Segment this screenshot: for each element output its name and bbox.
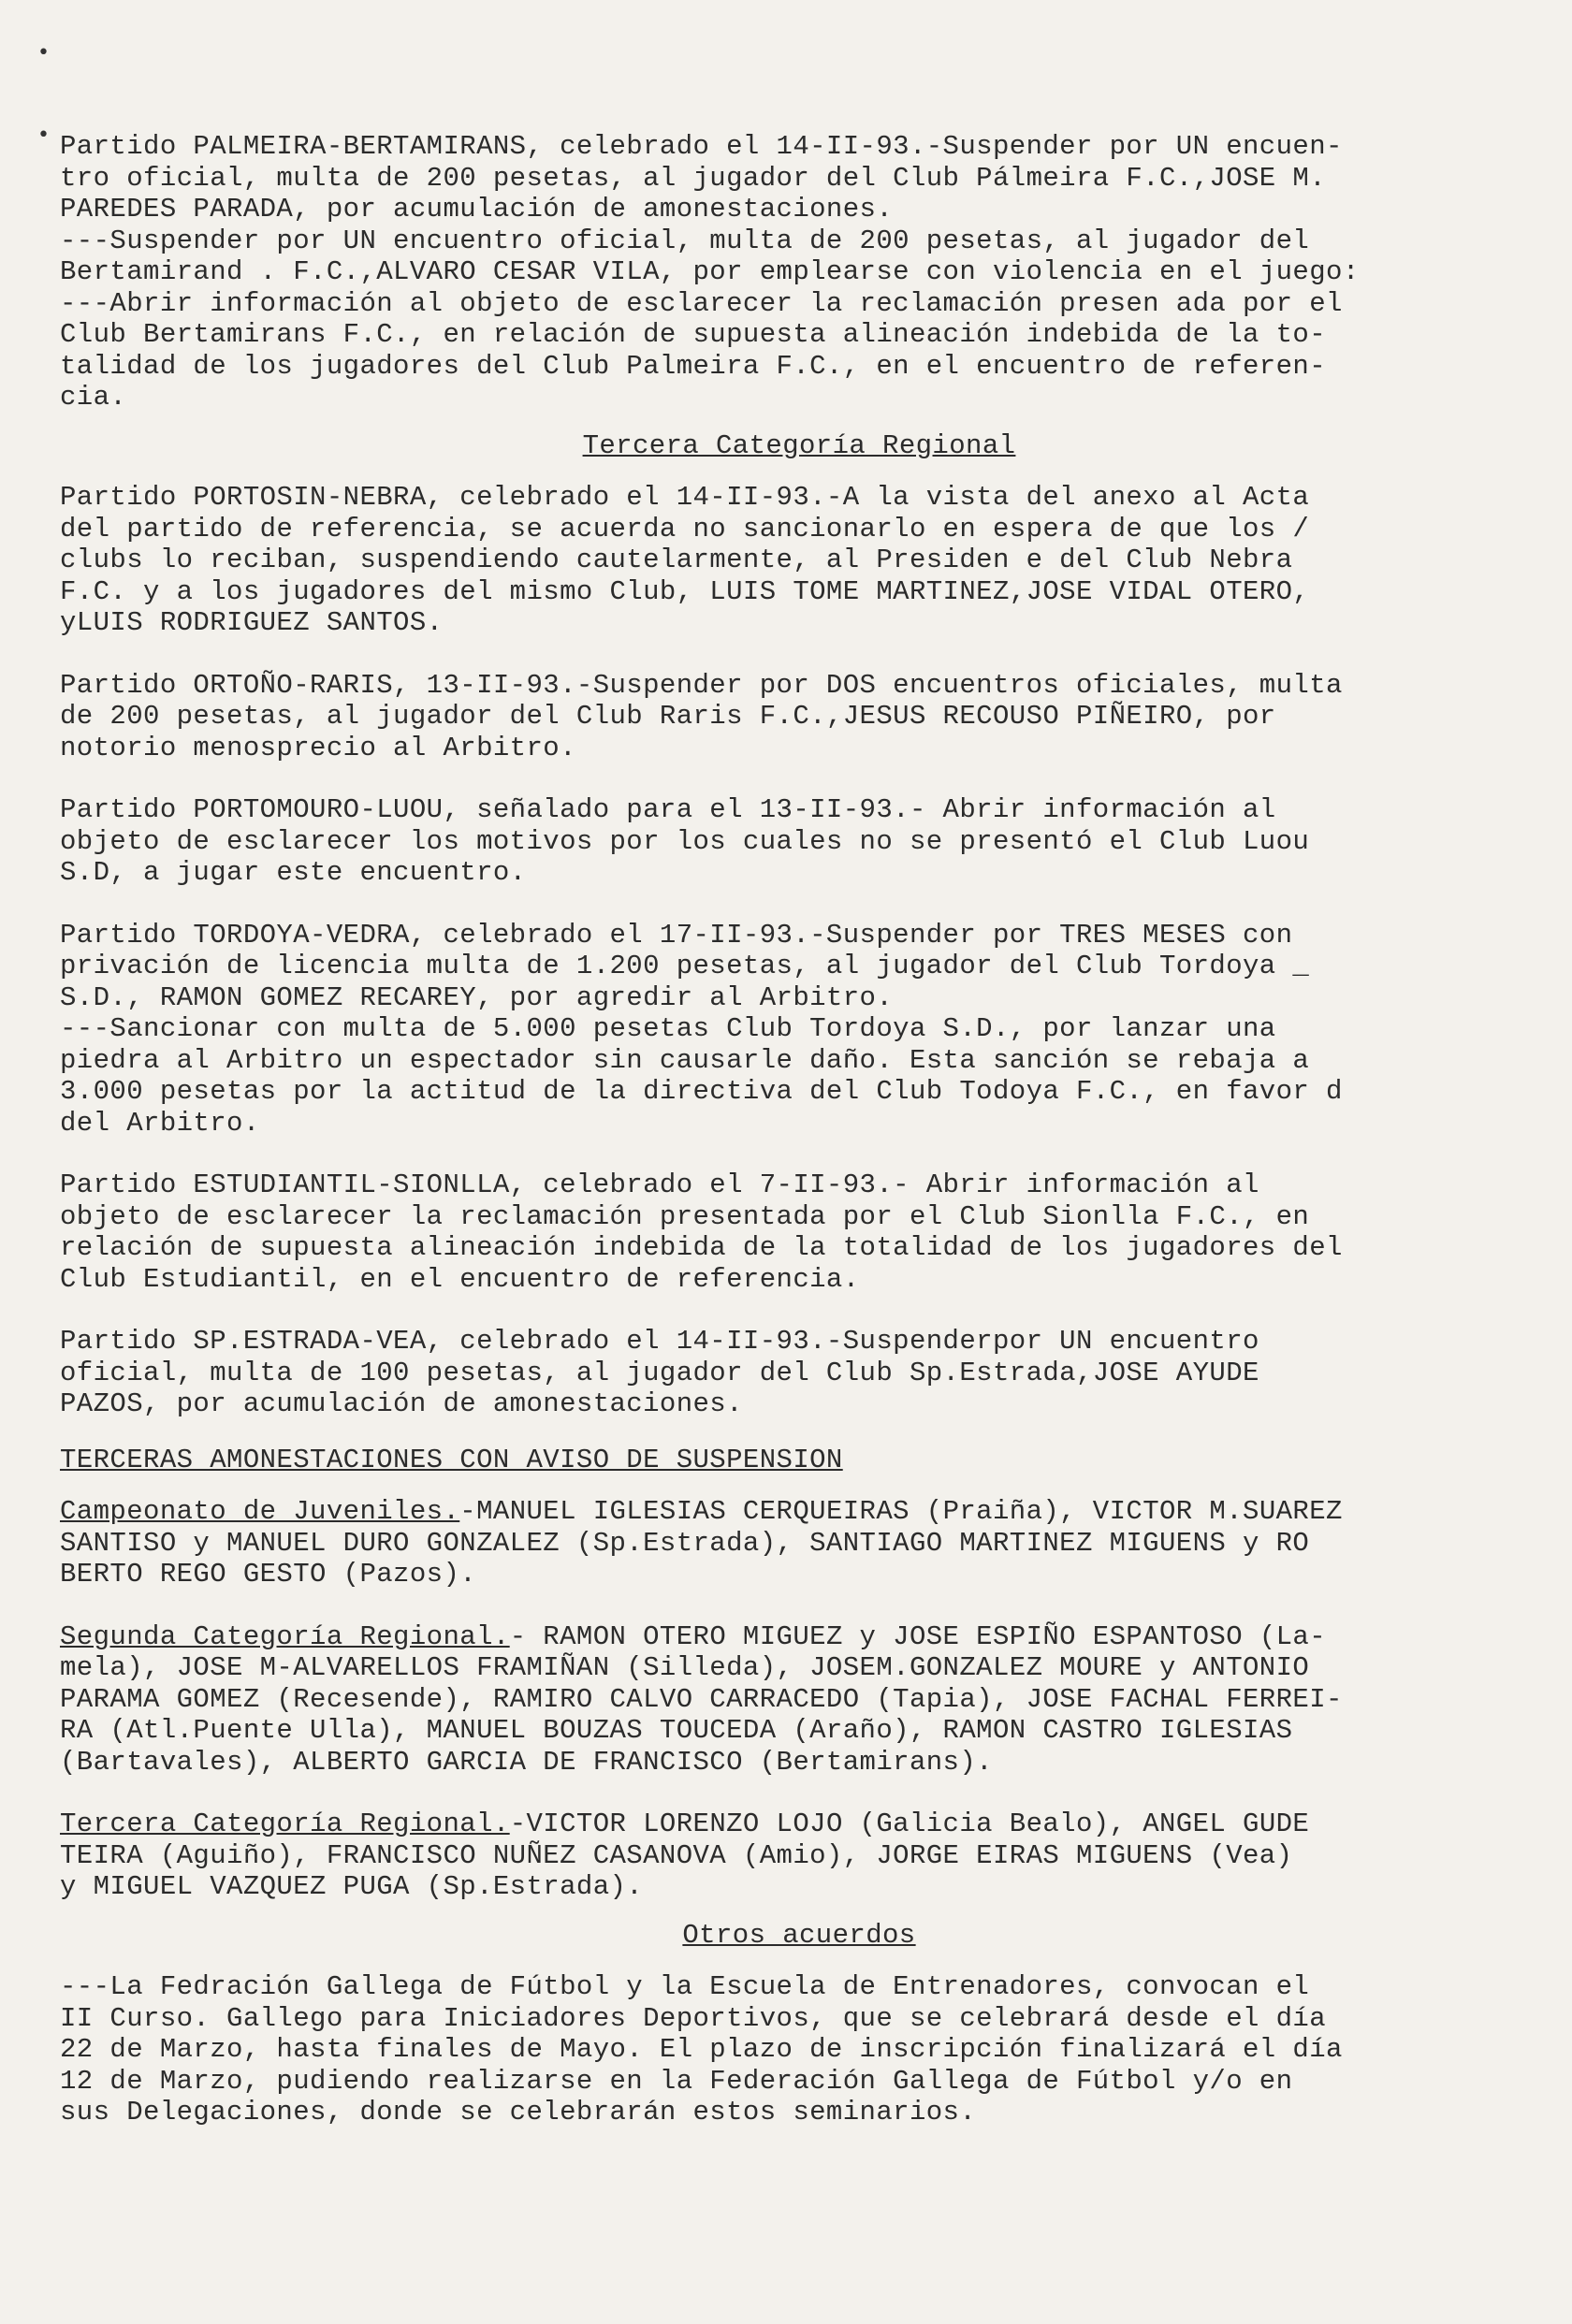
- text-line: relación de supuesta alineación indebida de la totalidad de los jugadores del: [60, 1232, 1343, 1263]
- text-line: clubs lo reciban, suspendiendo cautelarmente, al Presiden e del Club Nebra: [60, 545, 1293, 575]
- text-line: 3.000 pesetas por la actitud de la directiva del Club Todoya F.C., en favor d: [60, 1076, 1343, 1107]
- text-line: Partido ORTOÑO-RARIS, 13-II-93.-Suspender por DOS encuentros oficiales, multa: [60, 669, 1343, 701]
- text-line: Partido SP.ESTRADA-VEA, celebrado el 14-II-93.-Suspenderpor UN encuentro: [60, 1326, 1259, 1357]
- text-line: del Arbitro.: [60, 1107, 260, 1139]
- text-line: 12 de Marzo, pudiendo realizarse en la Federación Gallega de Fútbol y/o en: [60, 2065, 1293, 2097]
- text-line: del partido de referencia, se acuerda no sancionarlo en espera de que los /: [60, 513, 1310, 545]
- margin-mark-top: •: [37, 41, 50, 65]
- text-line: F.C. y a los jugadores del mismo Club, LUIS TOME MARTINEZ,JOSE VIDAL OTERO,: [60, 575, 1310, 607]
- text-line: Club Estudiantil, en el encuentro de referencia.: [60, 1263, 860, 1295]
- text-line: ---Abrir información al objeto de esclarecer la reclamación presen ada por el: [60, 287, 1343, 319]
- text-line: de 200 pesetas, al jugador del Club Raris F.C.,JESUS RECOUSO PIÑEIRO, por: [60, 701, 1276, 732]
- text-line: PAREDES PARADA, por acumulación de amonestaciones.: [60, 194, 894, 225]
- text-line: PARAMA GOMEZ (Recesende), RAMIRO CALVO CARRACEDO (Tapia), JOSE FACHAL FERREI-: [60, 1683, 1343, 1715]
- text-line: 22 de Marzo, hasta finales de Mayo. El plazo de inscripción finalizará el día: [60, 2034, 1343, 2065]
- text-line: RA (Atl.Puente Ulla), MANUEL BOUZAS TOUCEDA (Araño), RAMON CASTRO IGLESIAS: [60, 1715, 1293, 1746]
- paragraph-gap: [60, 639, 1538, 670]
- margin-mark-second: •: [37, 123, 50, 147]
- text-line: mela), JOSE M-ALVARELLOS FRAMIÑAN (Silleda), JOSEM.GONZALEZ MOURE y ANTONIO: [60, 1652, 1310, 1683]
- text-line: cia.: [60, 382, 127, 413]
- paragraph-gap: [60, 889, 1538, 920]
- text-line: -VICTOR LORENZO LOJO (Galicia Bealo), ANGEL GUDE: [509, 1808, 1310, 1839]
- text-line: S.D, a jugar este encuentro.: [60, 857, 527, 888]
- document-page: [60, 131, 1538, 2128]
- text-line: objeto de esclarecer la reclamación presentada por el Club Sionlla F.C., en: [60, 1200, 1310, 1232]
- portosin-nebra-paragraph: [60, 482, 1538, 639]
- juveniles-label: Campeonato de Juveniles.: [60, 1496, 460, 1527]
- text-line: Partido ESTUDIANTIL-SIONLLA, celebrado el 7-II-93.- Abrir información al: [60, 1169, 1259, 1200]
- text-line: tro oficial, multa de 200 pesetas, al jugador del Club Pálmeira F.C.,JOSE M.: [60, 162, 1327, 194]
- text-line: TEIRA (Aguiño), FRANCISCO NUÑEZ CASANOVA (Amio), JORGE EIRAS MIGUENS (Vea): [60, 1839, 1293, 1871]
- text-line: SANTISO y MANUEL DURO GONZALEZ (Sp.Estrada), SANTIAGO MARTINEZ MIGUENS y RO: [60, 1527, 1310, 1559]
- text-line: talidad de los jugadores del Club Palmeira F.C., en el encuentro de referen-: [60, 350, 1327, 382]
- estudiantil-sionlla-paragraph: [60, 1169, 1538, 1295]
- tercera-categoria-amonestaciones-paragraph: [60, 1808, 1538, 1903]
- text-line: BERTO REGO GESTO (Pazos).: [60, 1559, 477, 1590]
- text-line: II Curso. Gallego para Iniciadores Deportivos, que se celebrará desde el día: [60, 2002, 1327, 2034]
- text-line: sus Delegaciones, donde se celebrarán estos seminarios.: [60, 2097, 977, 2128]
- text-line: PAZOS, por acumulación de amonestaciones.: [60, 1388, 743, 1419]
- juveniles-paragraph: [60, 1496, 1538, 1590]
- paragraph-gap: [60, 763, 1538, 794]
- text-line: Partido PORTOSIN-NEBRA, celebrado el 14-II-93.-A la vista del anexo al Acta: [60, 482, 1310, 513]
- text-line: ---La Fedración Gallega de Fútbol y la Escuela de Entrenadores, convocan el: [60, 1971, 1310, 2002]
- palmeira-bertamirans-paragraph: [60, 131, 1538, 414]
- text-line: Partido PALMEIRA-BERTAMIRANS, celebrado el 14-II-93.-Suspender por UN encuen-: [60, 131, 1343, 162]
- text-line: (Bartavales), ALBERTO GARCIA DE FRANCISCO (Bertamirans).: [60, 1746, 993, 1778]
- segunda-categoria-paragraph: [60, 1621, 1538, 1779]
- section-heading-tercera-categoria: Tercera Categoría Regional: [582, 429, 1016, 461]
- segunda-categoria-label: Segunda Categoría Regional.: [60, 1620, 510, 1652]
- portomouro-luou-paragraph: [60, 794, 1538, 889]
- text-line: objeto de esclarecer los motivos por los cuales no se presentó el Club Luou: [60, 825, 1310, 857]
- text-line: privación de licencia multa de 1.200 pesetas, al jugador del Club Tordoya _: [60, 951, 1310, 981]
- paragraph-gap: [60, 1139, 1538, 1169]
- ortono-raris-paragraph: [60, 670, 1538, 764]
- text-line: ---Suspender por UN encuentro oficial, multa de 200 pesetas, al jugador del: [60, 225, 1310, 256]
- text-line: Club Bertamirans F.C., en relación de supuesta alineación indebida de la to-: [60, 319, 1327, 350]
- paragraph-gap: [60, 1295, 1538, 1326]
- section-heading-otros-acuerdos: Otros acuerdos: [682, 1919, 916, 1951]
- text-line: y MIGUEL VAZQUEZ PUGA (Sp.Estrada).: [60, 1871, 644, 1902]
- text-line: -MANUEL IGLESIAS CERQUEIRAS (Praiña), VICTOR M.SUAREZ: [459, 1496, 1343, 1527]
- section-heading-terceras-amonestaciones: TERCERAS AMONESTACIONES CON AVISO DE SUSPENSION: [60, 1444, 843, 1475]
- text-line: Partido PORTOMOURO-LUOU, señalado para el 13-II-93.- Abrir información al: [60, 794, 1276, 825]
- text-line: notorio menosprecio al Arbitro.: [60, 732, 576, 763]
- paragraph-gap: [60, 1590, 1538, 1621]
- text-line: yLUIS RODRIGUEZ SANTOS.: [60, 607, 444, 638]
- text-line: Bertamirand . F.C.,ALVARO CESAR VILA, por emplearse con violencia en el juego:: [60, 256, 1360, 287]
- otros-acuerdos-paragraph: [60, 1971, 1538, 2128]
- tercera-categoria-label: Tercera Categoría Regional.: [60, 1808, 510, 1839]
- paragraph-gap: [60, 1778, 1538, 1808]
- text-line: S.D., RAMON GOMEZ RECAREY, por agredir al Arbitro.: [60, 981, 894, 1013]
- text-line: - RAMON OTERO MIGUEZ y JOSE ESPIÑO ESPANTOSO (La-: [509, 1620, 1327, 1652]
- text-line: ---Sancionar con multa de 5.000 pesetas Club Tordoya S.D., por lanzar una: [60, 1013, 1276, 1044]
- text-line: Partido TORDOYA-VEDRA, celebrado el 17-II-93.-Suspender por TRES MESES con: [60, 919, 1293, 951]
- text-line: oficial, multa de 100 pesetas, al jugador del Club Sp.Estrada,JOSE AYUDE: [60, 1357, 1259, 1388]
- tordoya-vedra-paragraph: [60, 920, 1538, 1140]
- text-line: piedra al Arbitro un espectador sin causarle daño. Esta sanción se rebaja a: [60, 1044, 1310, 1076]
- sp-estrada-vea-paragraph: [60, 1326, 1538, 1420]
